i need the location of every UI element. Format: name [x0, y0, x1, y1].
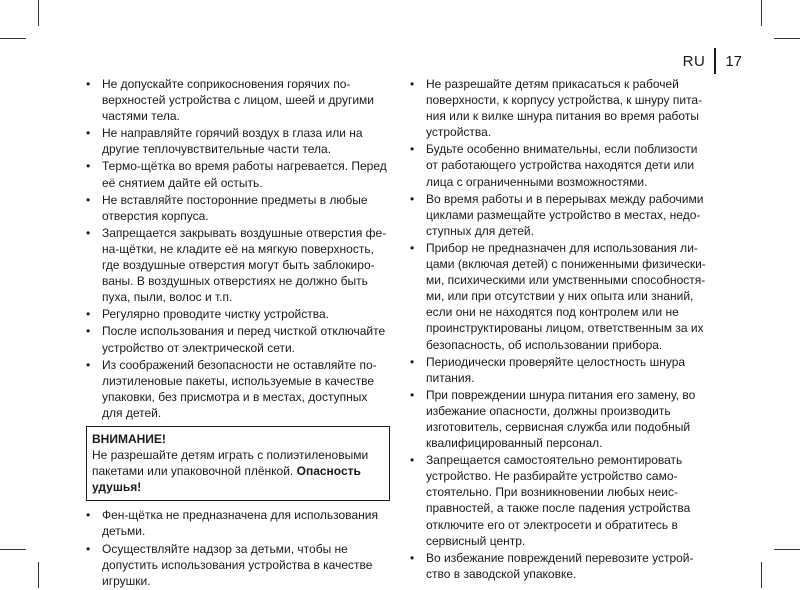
list-item: • При повреждении шнура питания его замену, во избежание опасности, должны производить изготовитель, сервисная служба или подобный квалифицированный персонал. [410, 387, 712, 451]
warning-text: Не разрешайте детям играть с полиэтиленовыми пакетами или упаковочной плёнкой. [92, 448, 369, 479]
list-item: • Фен-щётка не предназначена для использования детьми. [86, 507, 390, 539]
crop-mark [0, 549, 26, 550]
list-item: • Не вставляйте посторонние предметы в любые отверстия корпуса. [86, 192, 390, 224]
list-item: • Запрещается закрывать воздушные отверстия фена-щётки, не кладите её на мягкую поверхность, где воздушные отверстия могут быть заблокированы. В воздушных отверстиях не должно быть пуха, пыли, волос и т.п. [86, 225, 390, 305]
crop-mark [774, 38, 800, 39]
safety-list-bottom [86, 507, 390, 588]
crop-mark [761, 0, 762, 26]
list-item: • Из соображений безопасности не оставляйте полиэтиленовые пакеты, используемые в качестве упаковки, без присмотра и в местах, доступных для детей. [86, 357, 390, 421]
list-item: • Будьте особенно внимательны, если поблизости от работающего устройства находятся дети или лица с ограниченными возможностями. [410, 141, 712, 189]
list-item: • Во избежание повреждений перевозите устройство в заводской упаковке. [410, 550, 712, 582]
list-item: • Запрещается самостоятельно ремонтировать устройство. Не разбирайте устройство самостоятельно. При возникновении любых неисправностей, а также после падения устройства отключите его от электросети и обратитесь в сервисный центр. [410, 452, 712, 549]
language-code: RU [682, 52, 706, 70]
list-item: • Во время работы и в перерывах между рабочими циклами размещайте устройство в местах, недоступных для детей. [410, 191, 712, 239]
list-item: • Прибор не предназначен для использования лицами (включая детей) с пониженными физическими, психическими или умственными способностями, или при отсутствии у них опыта или знаний, если они не находятся под контролем или не проинструктированы лицом, ответственным за их безопасность, об использовании прибора. [410, 240, 712, 353]
list-item: • Регулярно проводите чистку устройства. [86, 306, 390, 322]
list-item: • Не допускайте соприкосновения горячих поверхностей устройства с лицом, шеей и другими частями тела. [86, 76, 390, 124]
crop-mark [0, 38, 26, 39]
warning-emphasis: Опасность удушья! [92, 464, 361, 495]
list-item: • Не направляйте горячий воздух в глаза или на другие теплочувствительные части тела. [86, 125, 390, 157]
header-divider [714, 48, 716, 74]
crop-mark [38, 0, 39, 26]
list-item: • Термо-щётка во время работы нагревается. Перед её снятием дайте ей остыть. [86, 158, 390, 190]
page-number: 17 [725, 52, 742, 70]
warning-box [86, 426, 390, 501]
safety-list-right [410, 76, 712, 582]
list-item: • После использования и перед чисткой отключайте устройство от электрической сети. [86, 323, 390, 355]
safety-list-top [86, 76, 390, 421]
warning-title: ВНИМАНИЕ! [92, 431, 166, 446]
page-header [683, 48, 742, 74]
list-item: • Периодически проверяйте целостность шнура питания. [410, 354, 712, 386]
list-item: • Не разрешайте детям прикасаться к рабочей поверхности, к корпусу устройства, к шнуру питания или к вилке шнура питания во время работы устройства. [410, 76, 712, 140]
warning-body [92, 447, 384, 495]
crop-mark [38, 562, 39, 588]
crop-mark [774, 549, 800, 550]
left-column [86, 76, 390, 590]
right-column [410, 76, 712, 583]
crop-mark [761, 562, 762, 588]
list-item: • Осуществляйте надзор за детьми, чтобы не допустить использования устройства в качестве игрушки. [86, 541, 390, 589]
